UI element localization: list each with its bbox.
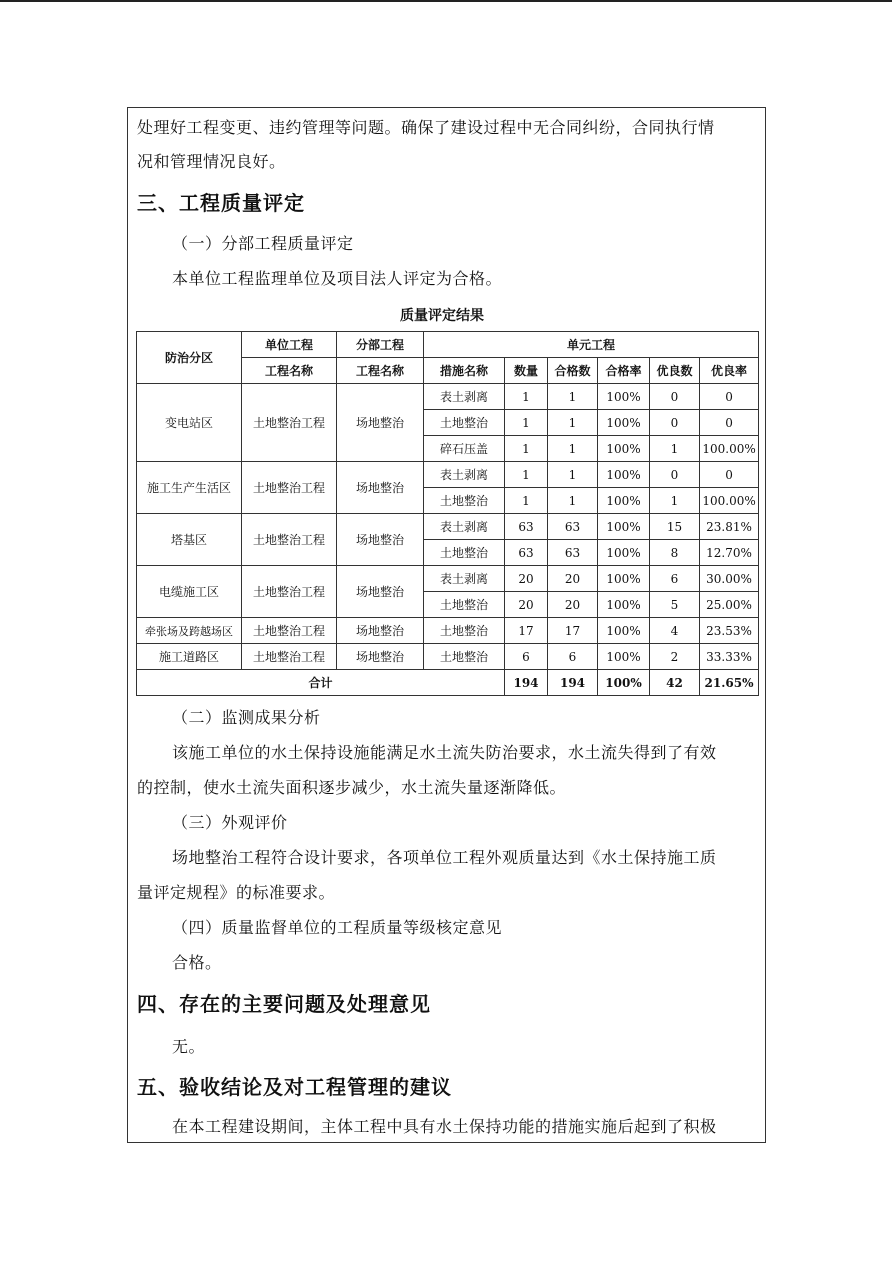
- header-sub-project: 分部工程: [337, 332, 424, 358]
- measure-cell: 碎石压盖: [424, 436, 505, 462]
- sub-cell: 场地整治: [337, 384, 424, 462]
- excellent-cell: 0: [650, 384, 700, 410]
- excellent-rate-cell: 23.81%: [700, 514, 759, 540]
- header-element-project: 单元工程: [424, 332, 759, 358]
- measure-cell: 土地整治: [424, 644, 505, 670]
- count-cell: 20: [505, 566, 548, 592]
- unit-cell: 土地整治工程: [242, 566, 337, 618]
- qualified-rate-cell: 100%: [598, 488, 650, 514]
- table-row: [137, 462, 759, 488]
- zone-cell: 电缆施工区: [137, 566, 242, 618]
- intro-line-1: 处理好工程变更、违约管理等问题。确保了建设过程中无合同纠纷，合同执行情: [137, 118, 715, 137]
- excellent-cell: 4: [650, 618, 700, 644]
- total-qualified: 194: [548, 670, 598, 696]
- qualified-rate-cell: 100%: [598, 384, 650, 410]
- table-row: [137, 566, 759, 592]
- sub-cell: 场地整治: [337, 566, 424, 618]
- qualified-cell: 1: [548, 488, 598, 514]
- subsection-1-text: 本单位工程监理单位及项目法人评定为合格。: [172, 269, 503, 288]
- measure-cell: 表土剥离: [424, 462, 505, 488]
- qualified-rate-cell: 100%: [598, 436, 650, 462]
- qualified-rate-cell: 100%: [598, 618, 650, 644]
- page-top-border: [0, 0, 892, 2]
- excellent-cell: 5: [650, 592, 700, 618]
- qualified-cell: 63: [548, 514, 598, 540]
- total-qualified-rate: 100%: [598, 670, 650, 696]
- measure-cell: 表土剥离: [424, 514, 505, 540]
- sub-cell: 场地整治: [337, 514, 424, 566]
- total-excellent: 42: [650, 670, 700, 696]
- count-cell: 1: [505, 384, 548, 410]
- sub-cell: 场地整治: [337, 618, 424, 644]
- zone-cell: 施工道路区: [137, 644, 242, 670]
- unit-cell: 土地整治工程: [242, 462, 337, 514]
- header-excellent-count: 优良数: [650, 358, 700, 384]
- qualified-cell: 6: [548, 644, 598, 670]
- header-project-name: 工程名称: [242, 358, 337, 384]
- subsection-2-heading: （二）监测成果分析: [172, 708, 321, 727]
- zone-cell: 塔基区: [137, 514, 242, 566]
- count-cell: 6: [505, 644, 548, 670]
- total-count: 194: [505, 670, 548, 696]
- count-cell: 63: [505, 540, 548, 566]
- count-cell: 1: [505, 436, 548, 462]
- count-cell: 1: [505, 462, 548, 488]
- qualified-cell: 63: [548, 540, 598, 566]
- table-row: [137, 644, 759, 670]
- qualified-rate-cell: 100%: [598, 462, 650, 488]
- header-excellent-rate: 优良率: [700, 358, 759, 384]
- subsection-3-line-1: 场地整治工程符合设计要求，各项单位工程外观质量达到《水土保持施工质: [172, 848, 717, 867]
- excellent-cell: 0: [650, 462, 700, 488]
- sub-cell: 场地整治: [337, 462, 424, 514]
- subsection-1-heading: （一）分部工程质量评定: [172, 234, 354, 253]
- subsection-4-text: 合格。: [172, 953, 222, 972]
- header-project-name: 工程名称: [337, 358, 424, 384]
- unit-cell: 土地整治工程: [242, 618, 337, 644]
- unit-cell: 土地整治工程: [242, 514, 337, 566]
- excellent-rate-cell: 100.00%: [700, 488, 759, 514]
- excellent-rate-cell: 23.53%: [700, 618, 759, 644]
- total-excellent-rate: 21.65%: [700, 670, 759, 696]
- count-cell: 1: [505, 488, 548, 514]
- unit-cell: 土地整治工程: [242, 644, 337, 670]
- excellent-rate-cell: 25.00%: [700, 592, 759, 618]
- zone-cell: 施工生产生活区: [137, 462, 242, 514]
- qualified-cell: 1: [548, 384, 598, 410]
- measure-cell: 土地整治: [424, 410, 505, 436]
- sub-cell: 场地整治: [337, 644, 424, 670]
- excellent-cell: 8: [650, 540, 700, 566]
- qualified-rate-cell: 100%: [598, 540, 650, 566]
- section-5-heading: 五、验收结论及对工程管理的建议: [137, 1075, 452, 1099]
- measure-cell: 土地整治: [424, 540, 505, 566]
- qualified-rate-cell: 100%: [598, 592, 650, 618]
- excellent-cell: 0: [650, 410, 700, 436]
- section-4-text: 无。: [172, 1037, 206, 1056]
- quality-assessment-table: [136, 331, 759, 696]
- excellent-rate-cell: 0: [700, 410, 759, 436]
- qualified-rate-cell: 100%: [598, 644, 650, 670]
- excellent-cell: 15: [650, 514, 700, 540]
- unit-cell: 土地整治工程: [242, 384, 337, 462]
- table-caption: 质量评定结果: [400, 308, 484, 324]
- subsection-2-line-2: 的控制，使水土流失面积逐步减少，水土流失量逐渐降低。: [137, 778, 567, 797]
- measure-cell: 表土剥离: [424, 384, 505, 410]
- qualified-cell: 1: [548, 436, 598, 462]
- qualified-rate-cell: 100%: [598, 566, 650, 592]
- qualified-rate-cell: 100%: [598, 514, 650, 540]
- section-3-heading: 三、工程质量评定: [137, 191, 305, 215]
- excellent-rate-cell: 33.33%: [700, 644, 759, 670]
- measure-cell: 土地整治: [424, 488, 505, 514]
- subsection-3-heading: （三）外观评价: [172, 813, 288, 832]
- excellent-cell: 1: [650, 488, 700, 514]
- section-4-heading: 四、存在的主要问题及处理意见: [137, 992, 431, 1016]
- header-measure-name: 措施名称: [424, 358, 505, 384]
- excellent-rate-cell: 30.00%: [700, 566, 759, 592]
- table-total-row: [137, 670, 759, 696]
- count-cell: 17: [505, 618, 548, 644]
- table-row: [137, 384, 759, 410]
- section-5-line-1: 在本工程建设期间，主体工程中具有水土保持功能的措施实施后起到了积极: [172, 1117, 717, 1136]
- intro-line-2: 况和管理情况良好。: [137, 152, 286, 171]
- excellent-cell: 1: [650, 436, 700, 462]
- qualified-cell: 1: [548, 462, 598, 488]
- qualified-cell: 1: [548, 410, 598, 436]
- zone-cell: 牵张场及跨越场区: [137, 618, 242, 644]
- table-row: [137, 514, 759, 540]
- zone-cell: 变电站区: [137, 384, 242, 462]
- subsection-2-line-1: 该施工单位的水土保持设施能满足水土流失防治要求，水土流失得到了有效: [172, 743, 717, 762]
- header-zone: 防治分区: [137, 332, 242, 384]
- subsection-4-heading: （四）质量监督单位的工程质量等级核定意见: [172, 918, 503, 937]
- excellent-rate-cell: 12.70%: [700, 540, 759, 566]
- excellent-rate-cell: 0: [700, 384, 759, 410]
- qualified-cell: 20: [548, 566, 598, 592]
- qualified-rate-cell: 100%: [598, 410, 650, 436]
- excellent-rate-cell: 100.00%: [700, 436, 759, 462]
- table-header-row-1: [137, 332, 759, 358]
- measure-cell: 表土剥离: [424, 566, 505, 592]
- table-row: [137, 618, 759, 644]
- qualified-cell: 20: [548, 592, 598, 618]
- excellent-cell: 6: [650, 566, 700, 592]
- count-cell: 1: [505, 410, 548, 436]
- count-cell: 63: [505, 514, 548, 540]
- header-qualified-count: 合格数: [548, 358, 598, 384]
- excellent-cell: 2: [650, 644, 700, 670]
- header-unit-project: 单位工程: [242, 332, 337, 358]
- header-count: 数量: [505, 358, 548, 384]
- measure-cell: 土地整治: [424, 618, 505, 644]
- count-cell: 20: [505, 592, 548, 618]
- total-label: 合计: [137, 670, 505, 696]
- header-qualified-rate: 合格率: [598, 358, 650, 384]
- excellent-rate-cell: 0: [700, 462, 759, 488]
- measure-cell: 土地整治: [424, 592, 505, 618]
- subsection-3-line-2: 量评定规程》的标准要求。: [137, 883, 336, 902]
- qualified-cell: 17: [548, 618, 598, 644]
